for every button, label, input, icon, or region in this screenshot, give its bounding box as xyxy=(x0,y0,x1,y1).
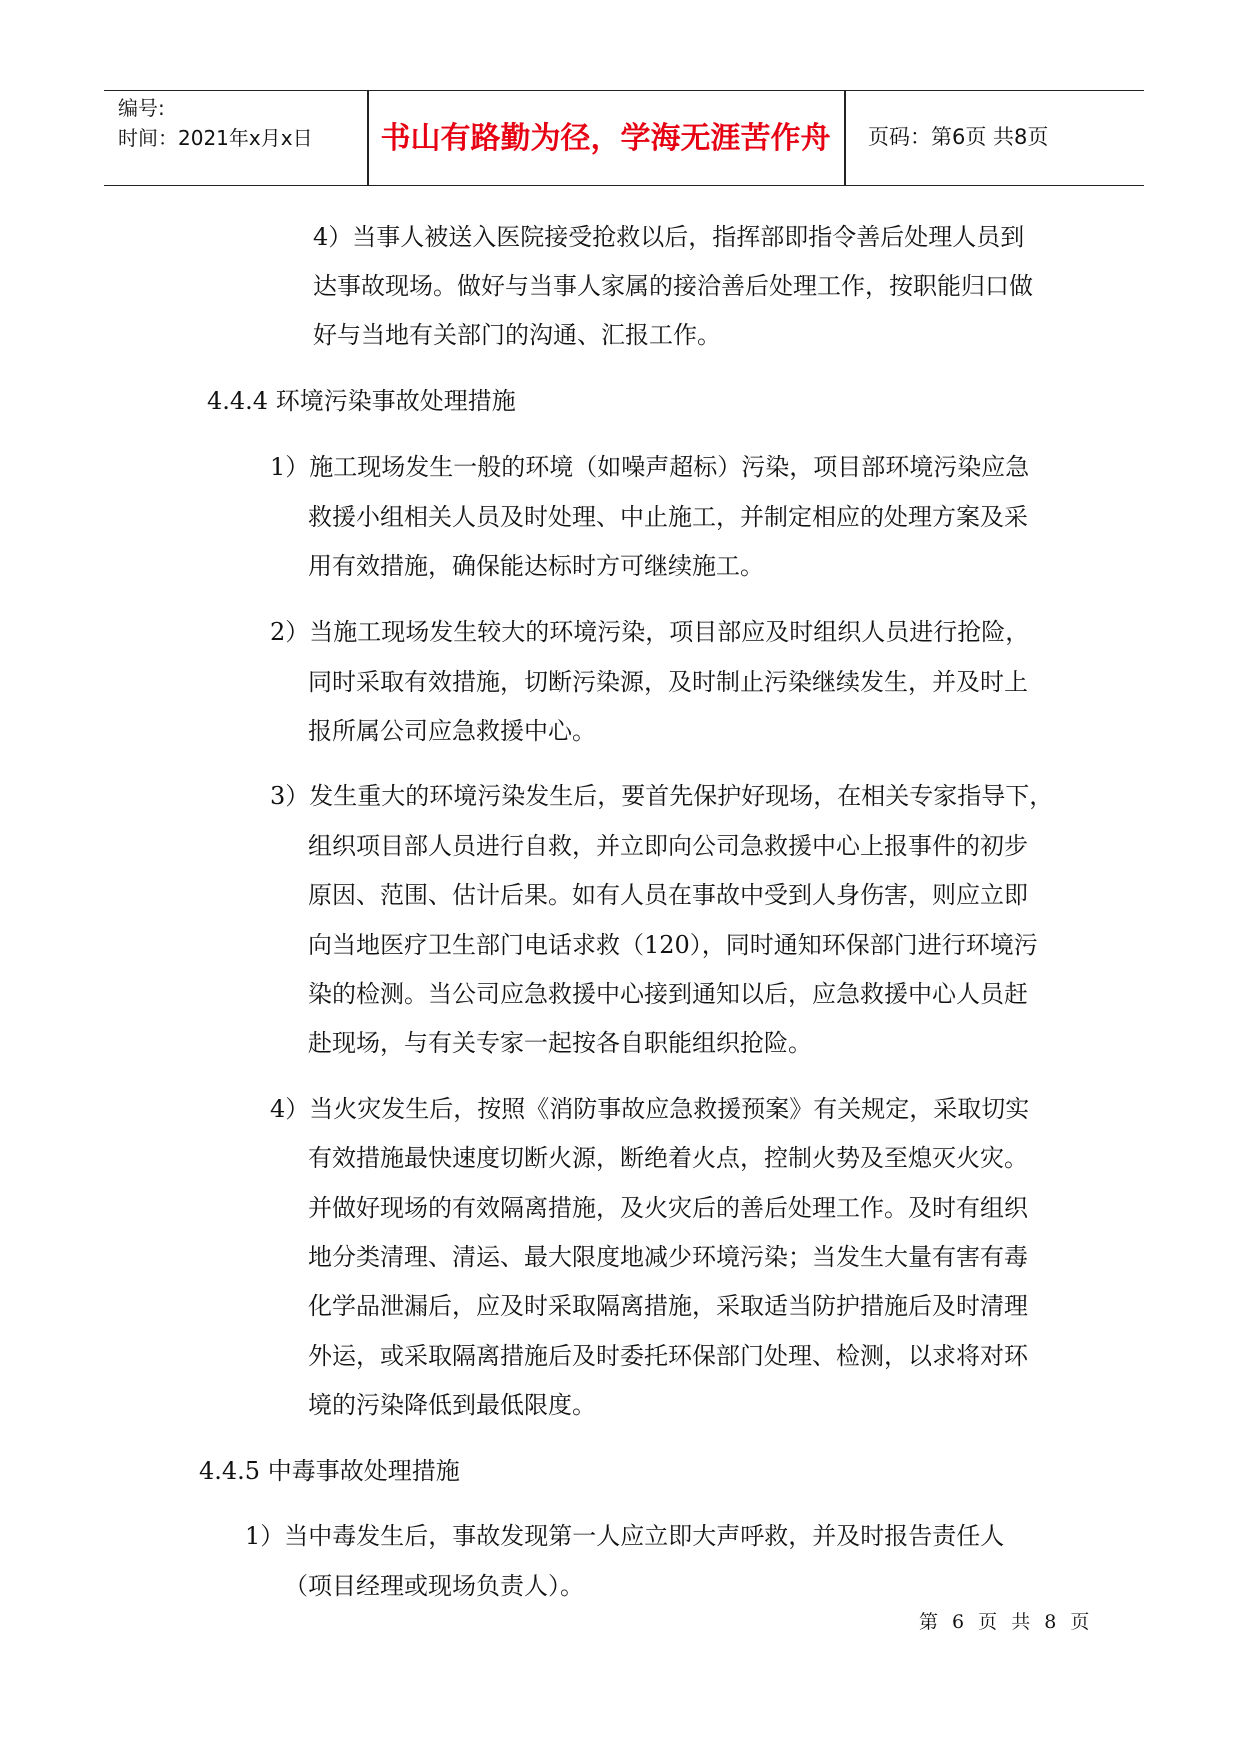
paragraph-line: 赴现场，与有关专家一起按各自职能组织抢险。 xyxy=(308,1029,812,1057)
paragraph-line: 4）当事人被送入医院接受抢救以后，指挥部即指令善后处理人员到 xyxy=(313,223,1025,251)
paragraph-line: 达事故现场。做好与当事人家属的接洽善后处理工作，按职能归口做 xyxy=(313,272,1033,300)
page-footer: 第 6 页 共 8 页 xyxy=(919,1611,1092,1633)
paragraph-line: 组织项目部人员进行自救，并立即向公司急救援中心上报事件的初步 xyxy=(308,832,1028,860)
section-heading: 4.4.5 中毒事故处理措施 xyxy=(199,1457,460,1485)
paragraph-line: 同时采取有效措施，切断污染源，及时制止污染继续发生，并及时上 xyxy=(308,668,1028,696)
paragraph-line: 向当地医疗卫生部门电话求救（120），同时通知环保部门进行环境污 xyxy=(308,931,1038,959)
paragraph-line: 外运，或采取隔离措施后及时委托环保部门处理、检测，以求将对环 xyxy=(308,1342,1028,1370)
paragraph-line: 有效措施最快速度切断火源，断绝着火点，控制火势及至熄灭火灾。 xyxy=(308,1144,1028,1172)
paragraph-line: 报所属公司应急救援中心。 xyxy=(308,717,596,745)
paragraph-line: 3）发生重大的环境污染发生后，要首先保护好现场，在相关专家指导下， xyxy=(270,782,1054,810)
paragraph-line: 救援小组相关人员及时处理、中止施工，并制定相应的处理方案及采 xyxy=(308,503,1028,531)
paragraph-line: 2）当施工现场发生较大的环境污染，项目部应及时组织人员进行抢险， xyxy=(270,618,1030,646)
paragraph-line: 并做好现场的有效隔离措施，及火灾后的善后处理工作。及时有组织 xyxy=(308,1194,1028,1222)
paragraph-line: 1）当中毒发生后，事故发现第一人应立即大声呼救，并及时报告责任人 xyxy=(245,1522,1005,1550)
paragraph-line: 用有效措施，确保能达标时方可继续施工。 xyxy=(308,552,764,580)
paragraph-line: 地分类清理、清运、最大限度地减少环境污染；当发生大量有害有毒 xyxy=(308,1243,1028,1271)
header-motto: 书山有路勤为径，学海无涯苦作舟 xyxy=(380,121,831,156)
time-label: 时间：2021年x月x日 xyxy=(118,126,313,150)
paragraph-line: 4）当火灾发生后，按照《消防事故应急救援预案》有关规定，采取切实 xyxy=(270,1095,1030,1123)
paragraph-line: 化学品泄漏后，应及时采取隔离措施，采取适当防护措施后及时清理 xyxy=(308,1292,1028,1320)
header-meta xyxy=(118,93,313,153)
paragraph-line: 1）施工现场发生一般的环境（如噪声超标）污染，项目部环境污染应急 xyxy=(270,453,1030,481)
page-header xyxy=(104,90,1144,186)
header-page-label: 页码：第6页 共8页 xyxy=(868,125,1049,149)
paragraph-line: 好与当地有关部门的沟通、汇报工作。 xyxy=(313,321,721,349)
header-divider xyxy=(844,91,846,185)
paragraph-line: 原因、范围、估计后果。如有人员在事故中受到人身伤害，则应立即 xyxy=(308,881,1028,909)
paragraph-line: 境的污染降低到最低限度。 xyxy=(308,1391,596,1419)
paragraph-line: （项目经理或现场负责人）。 xyxy=(284,1572,584,1600)
section-heading: 4.4.4 环境污染事故处理措施 xyxy=(207,387,516,415)
paragraph-line: 染的检测。当公司应急救援中心接到通知以后，应急救援中心人员赶 xyxy=(308,980,1028,1008)
number-label: 编号: xyxy=(118,96,165,120)
